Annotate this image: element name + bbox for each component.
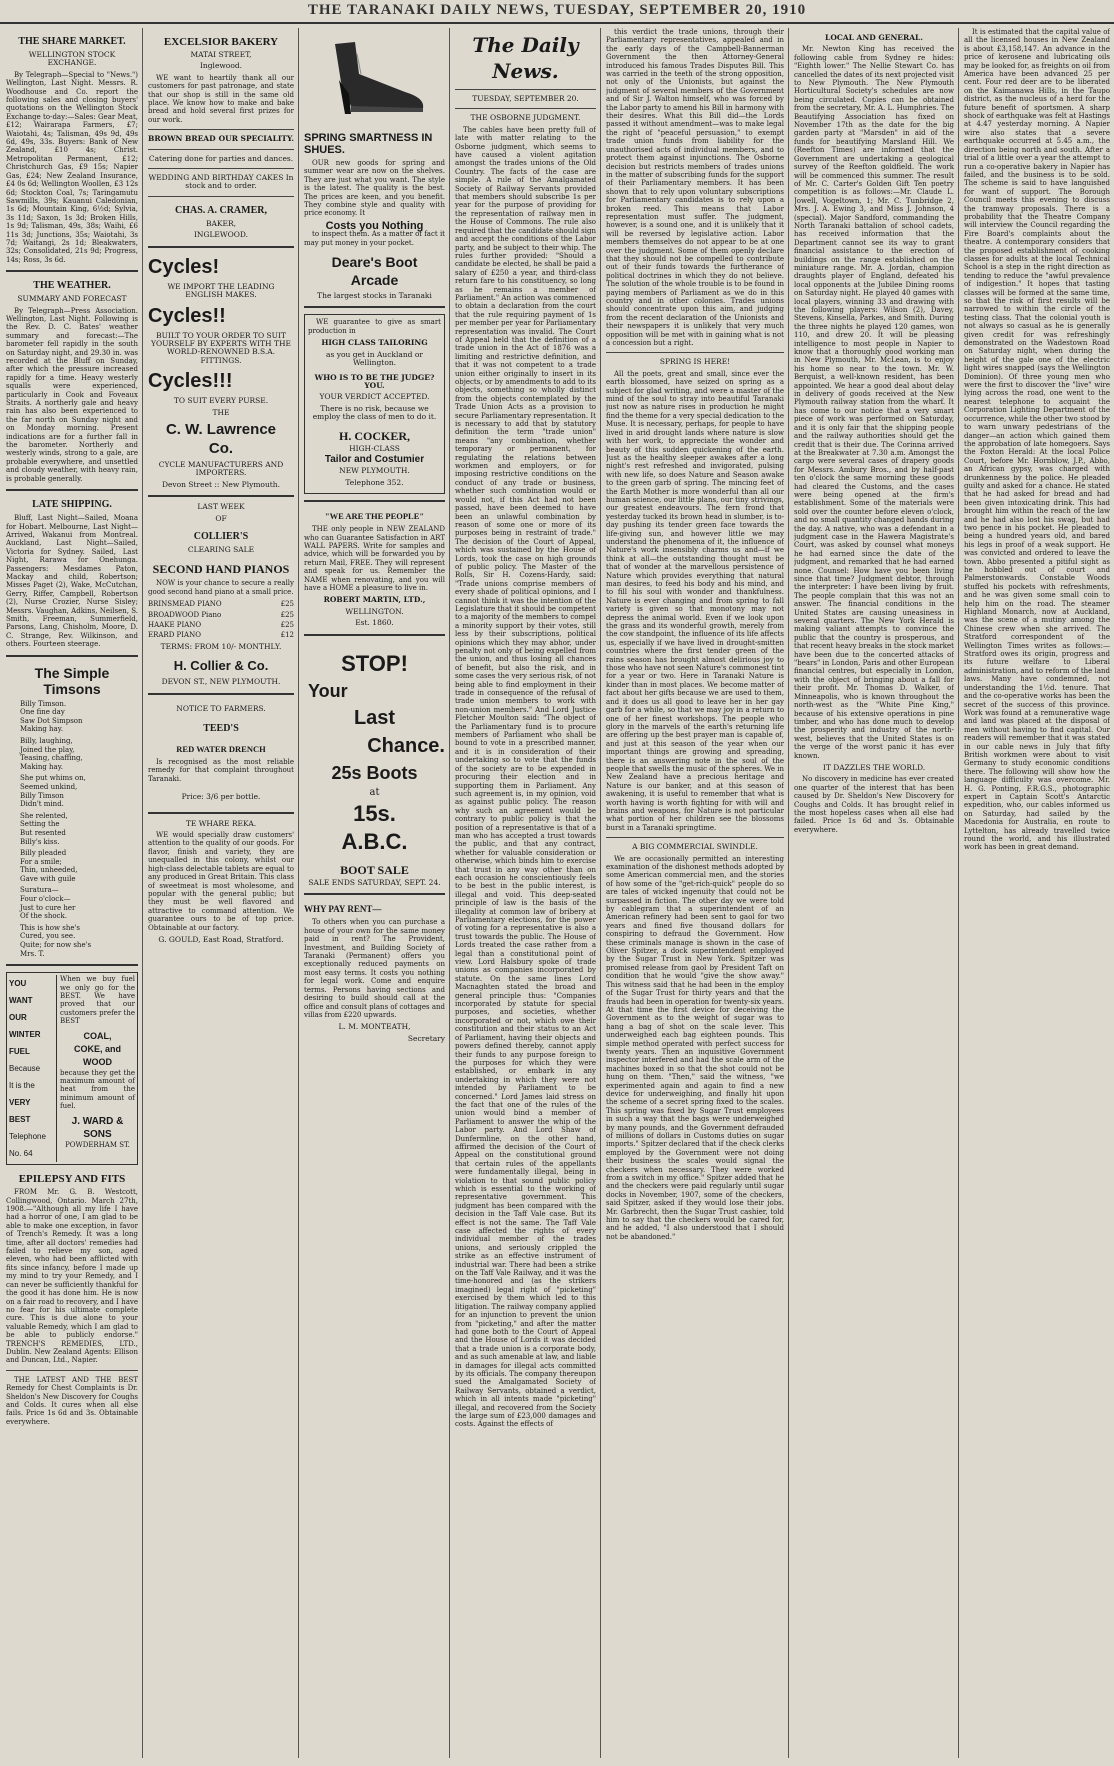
poem-stanza: Suratura— Four o'clock— Just to cure her Of the shock.: [20, 886, 76, 921]
shipping-title: LATE SHIPPING.: [32, 499, 112, 511]
people-text: THE only people in NEW ZEALAND who can Guarantee Satisfaction in ART WALL PAPERS. Write for samples and advice, which will be forwarded you by return Mail, FREE. They will represent and speak for us. Remember the NAME when renovating, and you will have a HOME a pleasure to live in.: [304, 525, 445, 592]
weather-sub: SUMMARY AND FORECAST: [17, 294, 127, 304]
deare-arcade: Arcade: [350, 272, 399, 289]
fuel-ad: [6, 972, 138, 1165]
built-text: BUILT TO YOUR ORDER TO SUIT YOURSELF BY EXPERTS WITH THE WORLD-RENOWNED B.S.A. FITTINGS.: [151, 330, 291, 365]
column-2: [148, 28, 294, 1758]
speciality: OUR SPECIALITY.: [218, 134, 294, 144]
column-6: [794, 28, 954, 1758]
martin-est: Est. 1860.: [355, 618, 394, 628]
column-4: [455, 28, 596, 1758]
shipping-text: Bluff, Last Night—Sailed, Moana for Hobart. Melbourne, Last Night—Arrived, Wakanui from Montreal. Auckland, Last Night—Sailed, Victoria for Sydney. Sailed, Last Night, Rarawa for Onehunga. Passengers: Mesdames Paton, Mackay and child, Robertson; Misses Paget (2), Wake, McCutchan, Gerry, Riffer, Campbell, Robertson (2), Nurse Crozier, Nurse Sisley; Messrs. Vaughan, Adkins, Neilsen, S. Smith, Freeman, Summerfield, Parsons, Lang, Chisholm, Moore, D. C. Strange, Rev. Wilkinson, and others. Fourteen steerage.: [6, 514, 138, 649]
martin-name: ROBERT MARTIN, LTD.,: [323, 595, 426, 605]
abc-heading: A.B.C.: [341, 829, 408, 855]
cramer-trade: BAKER,: [205, 218, 237, 228]
dazzles-title: IT DAZZLES THE WORLD.: [822, 762, 926, 772]
osborne-text: The cables have been pretty full of late with matter relating to the Osborne judgment, which seems to have caused a violent agitation amongst the trades unions of the Old Country. The facts of the case are simple. A rule of the Amalgamated Society of Railway Servants provided that members should subscribe 1s per year for the purpose of providing for the representation of railway men in the House of Commons. The rule also required that the candidate should sign and accept the conditions of the Labor party, and be subject to their whip. The rules further provided: "Should a candidate be elected, he shall be paid a salary of £250 a year, and third-class return fare to his constituency, so long as he remains a member of Parliament." An action was commenced to obtain a declaration from the court that the rule requiring payment of 1s per member per year for Parliamentary representation was invalid. The Court of Appeal held that the definition of a trade union in the Act of 1876 was a limiting and restrictive definition, and that it was not competent to a trade union either originally to insert in its objects, or by amendments to add to its objects, something so wholly distinct from the objects contemplated by the Trade Union Acts as a provision to secure Parliamentary representation. It is necessary to add that by statutory definition the term "trade union" means "any combination, whether temporary or permanent, for regulating the relations between workmen and employers, or for imposing restrictive conditions on the conduct of any trade or business, whether such combination would or would not, if this Act had not been passed, have been deemed to have been an unlawful combination by reason of some one or more of its purposes being in restraint of trade." The decision of the Court of Appeal, which was sustained by the House of Lords, took the case on high grounds of public policy. The Master of the Rolls, Sir H. Cozens-Hardy, said: "Trade unions comprise members of every shade of political opinions, and I cannot think it was the intention of the Legislature that it should be competent to a majority of the members to compel a minority support by their votes, still less by their subscriptions, political opinions which they may abhor, under penalty not only of being expelled from the union, and thus losing all chances of benefit, but also the risk, and in some cases the very serious risk, of not being able to find employment in their trade in consequence of the refusal of trade union members to work with non-union members." And Lord Justice Fletcher Moulton said: "The object of the Parliamentary fund is to procure members of Parliament who shall be bound to vote in a prescribed manner, and it is in consideration of their undertaking so to vote that the funds of the society are to be expended in procuring their election and in supporting them in Parliament. Any such agreement is, in my opinion, void as against public policy. The reason why such an agreement would be contrary to public policy is that the position of a representative is that of a man who has accepted a trust towards the public, and that any contract, whether for valuable consideration or otherwise, which binds him to exercise that trust in any way other than on each occasion he conscientiously feels to be best in the public interest, is illegal and void. This deep-seated principle of law is the basis of the illegality at common law of bribery at Parliamentary elections, for the power of voting for a representative is also a trust towards the public. The House of Lords treated the case rather from a legal than a constitutional point of view. Lord Halsbury spoke of trade unions as companies incorporated by statute. On the same lines Lord Macnaghten stated the broad and general principle thus: "Companies incorporated by statute for special purposes, and societies, whether incorporated or not, which owe their constitution and their status to an Act of Parliament, having their objects and powers defined thereby, cannot apply their funds to any purpose foreign to the purposes for which they were established, or embark in any undertaking in which they were not intended by Parliament to be concerned." Lord James laid stress on the fact that one of the rules of the union would bind a member of Parliament to answer the whip of the Labor party. And Lord Shaw of Dunfermline, on the other hand, affirmed the decision of the Court of Appeal on the constitutional ground that certain rules of the appellants were fundamentally illegal, being in violation to that sound public policy which is essential to the working of representative government. This judgment has been compared with the decision in the Taff Vale case. But its effect is not the same. The Taff Vale case affected the rights of every individual member of the trades unions, and seriously crippled the strike as an effective instrument of industrial war. There had been a strike on the Taff Vale Railway, and it was the time-honored and (as the strikers imagined) legal right of "picketing" exercised by them which led to this litigation. The railway company applied for an injunction to prevent the union from "picketing," and after the matter had gone both to the Court of Appeal and the House of Lords it was decided that a trade union is a corporate body, and as such amenable at law, and liable in damages for illegal acts committed by its officials. The company thereupon sued the Amalgamated Society of Railway Servants, obtained a verdict, which in all intents made "picketing" illegal, and recovered from the Society the large sum of £23,000 damages and costs. Against the effects of: [455, 125, 596, 1429]
shoe-illustration: [315, 34, 435, 124]
spring-here-title: SPRING IS HERE!: [659, 357, 731, 367]
rent-text: To others when you can purchase a house of your own for the same money paid in rent? The Provident, Investment, and Building Society of Taranaki (Permanent) offers you exceptionally reduced payments on most easy terms. It costs you nothing for legal work. Come and enquire terms. Persons having sections and desiring to build should call at the office and consult plans of cottages and villas from £220 upwards.: [304, 918, 445, 1019]
simple-timsons-title: The Simple Timsons: [34, 664, 110, 697]
cycles-heading-1: Cycles!: [148, 255, 220, 278]
cycles-heading-2: Cycles!!: [148, 304, 226, 327]
paper-title: The Daily News.: [472, 33, 579, 83]
deare-boot: Deare's Boot: [331, 254, 418, 271]
swindle-title: A BIG COMMERCIAL SWINDLE.: [632, 842, 758, 852]
column-1: [6, 28, 138, 1758]
osborne-title: THE OSBORNE JUDGMENT.: [470, 113, 581, 123]
piano-row: ERARD PIANO £12: [148, 631, 294, 640]
lawrence-co: Co.: [208, 439, 234, 457]
catering: Catering done for parties and dances.: [148, 153, 294, 163]
chance-heading: Chance.: [367, 734, 445, 757]
column-rule: [600, 28, 601, 1758]
bakery-town: Inglewood.: [199, 61, 243, 71]
import-text: WE IMPORT THE LEADING ENGLISH MAKES.: [167, 281, 275, 300]
epilepsy-title: EPILEPSY AND FITS: [18, 1173, 126, 1186]
lawrence-trade: CYCLE MANUFACTURERS AND IMPORTERS.: [158, 459, 284, 478]
te-whare-reka: TE WHARE REKA.: [185, 818, 257, 828]
costs-text: to inspect them. As a matter of fact it may put money in your pocket.: [304, 230, 445, 247]
colliers-2: CLEARING SALE: [187, 544, 255, 554]
share-text: By Telegraph—Special to "News.") Wellington, Last Night. Messrs. R. Woodhouse and Co. report the following sales and closing buyers' quotations on the Wellington Stock Exchange to-day:—Sales: Gear Meat, £12; Wairarapa Farmers, £7; Waiotahi, 4s; Talisman, 49s 9d, 49s 6d, 49s, 33s. Buyers: Bank of New Zealand, £10 4s; Christ. Metropolitan Permanent, £12; Christchurch Gas, £9 15s; Napier Gas, £24; New Zealand Insurance, £4 0s 6d; Wellington Woollen, £3 12s 6d; Stockton Coal, 7s; Taringamutu Sawmills, 39s; Kauanui Caledonian, 1s 6d; Mountain King, 6½d; Sylvia, 3s 11d; Saxon, 1s 3d; Broken Hills, 1s 9d; Talisman, 49s, 38s; Waihi, £6 11s 3d; Junctions, 35s; Waiotahi, 3s 7d; Waitangi, 2s 1d; Bleakwaters, 32s; Consolidated, 21s 9d; Progress, 14s; Ross, 3s 6d.: [6, 70, 138, 264]
collier-address: DEVON ST., NEW PLYMOUTH.: [161, 677, 281, 687]
local-general-text: Mr. Newton King has received the following cable from Sydney re hides: "Eighth lower." The Nellie Stewart Co. has cancelled the dates of its next projected visit to New Plymouth. The New Plymouth Horticultural Society's schedules are now being circulated. Copies can be obtained from the secretary, Mr. A. L. Humphries. The Beautifying Association has fixed on November 17th as the date for the big garden party at "Marsden" in aid of the funds for beautifying Marsland Hill. We (Reefton Times) are informed that the Government are undertaking a geological survey of the Reefton goldfield. The work will be commenced this summer. The result of Mr. C. Carter's Golden Gift Ten poetry competition is as follows:—Mr. Claude L. Jowell, Vogeltown, 1; Mr. C. Tunbridge 2, Mrs. J. A. Ewing 3, and Miss J. Johnson, 4 (special). Major Sandford, commanding the North Taranaki battalion of school cadets, has received information that the Department cannot see its way to grant financial assistance to the erection of buildings on the range established on the miniature range. Mr. A. Jordan, champion draughts player of England, defeated his local opponents at the Jubilee Dining rooms on Saturday night. He played 40 games with local players, winning 33 and drawing with the following players: Wilson (2), Davey, Stevens, Kinsella, Parkes, and Smith. During the three nights he played 120 games, won 110, and drew 20. It will be pleasing intelligence to most people in Napier to know that a thoroughly good working man in New Plymouth, Mr. McLean, is to enjoy his home so near to the town. Mr. W. Berquist, a well-known resident, has been appointed. We hear a good deal about delay in delivery of goods received at the New Plymouth railway station from the wharf. It has come to our notice that a very smart piece of work was performed on Saturday, and it is only fair that the shipping people and the railway authorities should get the credit that is their due. The Corinna arrived at the Breakwater at 7.30 a.m. Amongst the cargo were several cases of drapery goods for Messrs. Ambury Bros., and by half-past ten o'clock the same morning these goods had cleared the Customs, and the cases were being opened at the firm's establishment. Some of the materials were sold over the counter before eleven o'clock, and no small quantity changed hands during the day. A native, who was a defendant in a judgment case in the Hawera Magistrate's Court, was asked by counsel what moneys he had earned since the date of the judgment, and remarked that he had earned none. Counsel: How have you been living since that time? Judgment debtor, through the interpreter: I have been living by fruit. The people complain that this was not an answer. The financial conditions in the United States are causing uneasiness in several quarters. The New York Herald is making valiant attempts to convince the public that the country is prosperous, and that recent heavy breaks in the stock market have been due to the concerted attacks of "bears" in London, Paris and other European financial centres, but especially in London, with the object of bringing about a fall for their profit. Mr. Thomas D. Walker, of Minneapolis, who is known throughout the north-west as the "White Pine King," because of his extensive operations in pine timber, and who has done much to develop the prosperity and industry of the north-west, believes that the United States is on the verge of the worst panic it has ever known.: [794, 45, 954, 760]
stop-heading: STOP!: [341, 650, 408, 676]
poem-stanza: Billy pleaded For a smile; Thin, unheeded, Gave with guile: [20, 849, 78, 883]
epilepsy-text: FROM Mr. G. B. Westcott, Collingwood, Ontario. March 27th, 1908.—"Although all my life I have had a horror of one, I am glad to be able to make one exception, in favor of Trench's Remedy. It was a long time, after all doctors' remedies had failed to relieve my son, aged eleven, who had been afflicted with fits since infancy, before I made up my mind to try your Remedy, and I can never be sufficiently thankful for the good it has done him. He is now on a fair road to recovery, and I have no fear for his ultimate complete cure. This is due alone to your valuable Remedy, which I am glad to be able to publicly endorse." TRENCH'S REMEDIES, LTD., Dublin. New Zealand Agents: Ellison and Duncan, Ltd., Napier.: [6, 1188, 138, 1365]
price-15s: 15s.: [353, 801, 396, 827]
poem-stanza: This is how she's Cured, you see. Quite; for now she's Mrs. T.: [20, 923, 92, 958]
colliers-1: COLLIER'S: [193, 530, 249, 542]
spring-shoes-text: OUR new goods for spring and summer wear are now on the shelves. They are just what you want. The style is the latest. The quality is the best. The prices are keen, and you benefit. They combine style and quality with price economy. It: [304, 159, 445, 218]
monteath: L. M. MONTEATH,: [338, 1022, 411, 1032]
column-7: [964, 28, 1110, 1758]
dazzles-text: No discovery in medicine has ever created one quarter of the interest that has been caused by Dr. Sheldon's New Discovery for Coughs and Colds. It has brought relief in the most hopeless cases when all else had failed. Price 1s 6d and 3s. Obtainable everywhere.: [794, 775, 954, 834]
poem-stanza: Billy, laughing, Joined the play, Teasing, chaffing, Making hay.: [20, 736, 83, 771]
poem-stanza: She put whims on, Seemed unkind, Billy Timson Didn't mind.: [20, 774, 86, 809]
fuel-left: YOU WANT OUR WINTER FUEL Because It is the VERY BEST Telephone No. 64: [9, 979, 46, 1159]
weather-text: By Telegraph—Press Association. Wellington, Last Night. Following is the Rev. D. C. Bates' weather summary and forecast:—The barometer fell rapidly in the south on Saturday night, and 29.30 in. was recorded at the Bluff on Sunday, after which the pressure increased rapidly for a time. Heavy westerly squalls were experienced, particularly in Cook and Foveaux Straits. A northerly gale and heavy rain has also been experienced to the far north on Sunday night and on Monday morning. Present indications are for a further fall in the barometer. Northerly and westerly winds, strong to a gale, are probable everywhere, and unsettled and cloudy weather, with heavy rain, is probable generally.: [6, 306, 138, 483]
red-water-drench: RED WATER DRENCH: [176, 744, 266, 755]
cocker-name: H. COCKER,: [338, 428, 410, 443]
last-week-1: LAST WEEK: [197, 502, 245, 512]
terms: TERMS: FROM 10/- MONTHLY.: [160, 641, 282, 651]
bonnington-ad: THE LATEST AND THE BEST Remedy for Chest Complaints is Dr. Sheldon's New Discovery for Coughs and Colds. It cures when all else fails. Price 1s 6d and 3s. Obtainable everywhere.: [6, 1375, 138, 1426]
local-general-title: LOCAL AND GENERAL.: [825, 33, 923, 42]
brown-bread: BROWN BREAD: [148, 134, 216, 144]
column-rule: [788, 28, 789, 1758]
cocker-ad: WE guarantee to give as smart production in HIGH CLASS TAILORING as you get in Auckland or Wellington. WHO IS TO BE THE JUDGE? YOU. YOUR VERDICT ACCEPTED. There is no risk, because we employ the class of men to do it. H. COCKER, HIGH-CLASS Tailor and Costumier NEW PLYMOUTH. Telephone 352.: [304, 314, 445, 494]
teeds: TEED'S: [203, 723, 239, 735]
last-heading: Last: [353, 706, 396, 729]
te-whare-sign: G. GOULD, East Road, Stratford.: [158, 934, 284, 944]
last-week-of: OF: [215, 513, 227, 523]
collier-name: H. Collier & Co.: [173, 658, 269, 674]
piano-row: HAAKE PIANO £25: [148, 621, 294, 629]
people-title: "WE ARE THE PEOPLE": [324, 511, 425, 522]
sale-ends: SALE ENDS SATURDAY, SEPT. 24.: [308, 878, 441, 888]
column-rule: [142, 28, 143, 1758]
lawrence-the: THE: [212, 407, 230, 417]
cycles-heading-3: Cycles!!!: [148, 370, 233, 393]
boot-sale: BOOT SALE: [340, 863, 409, 878]
suit-text: TO SUIT EVERY PURSE.: [173, 396, 269, 406]
column-rule: [958, 28, 959, 1758]
cramer-name: CHAS. A. CRAMER,: [175, 204, 267, 216]
wedding-cakes: WEDDING AND BIRTHDAY CAKES In stock and to order.: [148, 173, 294, 191]
share-exchange: WELLINGTON STOCK EXCHANGE.: [28, 50, 116, 68]
column-rule: [298, 28, 299, 1758]
secretary: Secretary: [407, 1033, 445, 1043]
cramer-town: INGLEWOOD.: [193, 230, 249, 240]
lawrence-name: C. W. Lawrence: [165, 420, 277, 438]
costs-nothing: Costs you Nothing: [325, 219, 424, 232]
second-hand-pianos: SECOND HAND PIANOS: [152, 562, 290, 577]
pianos-text: NOW is your chance to secure a really good second hand piano at a small price.: [148, 579, 294, 596]
te-whare-text: WE would specially draw customers' attention to the quality of our goods. For flavor, finish and variety, they are unequalled in this colony, whilst our high-class delectable tablets are equal to any produced in Great Britain. This class of sweetmeat is most wholesome, and popular with the general public; but they must be well flavored and attractive to command attention. We guarantee ours to be of top price. Obtainable at our factory.: [148, 831, 294, 932]
column-5: [606, 28, 784, 1758]
drench-price: Price: 3/6 per bottle.: [181, 792, 261, 802]
issue-date: TUESDAY, SEPTEMBER 20.: [472, 94, 579, 103]
why-pay-rent: WHY PAY RENT—: [304, 904, 382, 915]
lawrence-address: Devon Street :: New Plymouth.: [161, 479, 281, 489]
spring-here-text: All the poets, great and small, since ever the earth blossomed, have seized on spring as a subject for glad writing, and were a master of the mind of the soul to stray into beautiful Taranaki just now as nature rises in production he might find the theme for a very special dedication to the Muse. It is necessary, perhaps, for people to have lived in arid drought lands where nature is slow with her work, to appreciate the wonder and beauty of this sudden quickening of the earth. Just as the healthy sleeper awakes after a long night's rest refreshed and invigorated, pulsing with new life, so does Nature and Season awake to the green garb of spring. The mincing feet of the Earth Mother is more wonderful than all our human science, our little plans, our tiny strivings, our greatest endeavours. The fern frond that yesterday tucked its brown head in slumber, is to-day pushing its tender green face towards the life-giving sun, and however little we may understand the phenomena of it, the influence of Nature's work insensibly charms us and—if we think at all—the outstanding thought must be that of wonder at the marvellous persistence of Nature which provides everything that natural man desires, to feed his body and his mind, and to fill his soul with wonder and thankfulness. Nature is ever changing and from spring to fall variety is given so that monotony may not depress the animal world. Even if we look upon the grass and its wonderful growth, merely from the cow standpoint, the influence of its life affects us, especially if we have lived in drought-smitten countries where the first tender green of the rains season has brought almost delirious joy to those who have not seen Nature's commonest tint for a year or two. Here in Taranaki Nature is kinder than in most places. We become matter of fact about her gifts because we are used to them, and it does us all good to leave her in her gay garb for a while, so that we may joy in a return to one of her finest workshops. The people who glory in the marvels of the earth's returning life are offering up the best prayer man is capable of, and just at this season of the year when our important things are growing and spreading, there is an answering note in the soul of the people that swells the music of the spheres. We in New Zealand have a precious heritage and Nature is our banker, and at this season of awakening, it is useful to remember that what is worth having is worth fighting for with will and brains and weapons, for Nature is not particular what portion of her children see the blossoms burst in a Taranaki springtime.: [606, 369, 784, 832]
bakery-address: MATAI STREET,: [190, 50, 252, 59]
piano-row: BRINSMEAD PIANO £25: [148, 600, 294, 609]
bakery-title: EXCELSIOR BAKERY: [163, 36, 279, 48]
swindle-text: We are occasionally permitted an interesting examination of the dishonest methods adopted by some American commercial men, and the stories of how some of the "get-rich-quick" people do so are tales of wicked ingenuity that could not be surpassed in fiction. The other day we were told by cablegram that a superintendent of an American refinery had been sent to gaol for two years and fined five thousand dollars for conspiring to defraud the Government. How these criminals manage is shown in the case of Oliver Spitzer, a dock superintendent employed by the Sugar Trust in New York. Spitzer was promised release from gaol by President Taft on condition that he would "give the show away." This witness said that he had been in the employ of the Sugar Trust for thirty years and that the frauds had been in operation for twenty-six years. At that time the first device for deceiving the Government as to the weight of sugar was to hang a bag of shot on the scale lever. This underweighed each bag eighteen pounds. This simple method operated with perfect success for twenty years. Then an inquisitive Government inspector interfered and had the scale arm of the machines boxed in so that the shot could not be hung on them. "Then," said the witness, "we experimented again and again to find a new device for underweighing, and finally hit upon the scheme of a secret spring fixed to the scales. This spring was fixed by Sugar Trust employees in such a way that the bags were underweighed by many pounds, and the Government defrauded of millions of dollars in Customs duties on sugar imports." Spitzer declared that if the check clerks employed by the Government were not doing their business the scales would signal the checkers when necessary. They were worked from a switch in my office." Spitzer added that he and the checkers were paid regularly until sugar docks in November, 1907, some of the checkers, said Spitzer, asked if they would lose their jobs. Mr. Garbrecht, then the Sugar Trust cashier, told him to say that the checkers would be cared for, and he added, "I also understood that I should not be abandoned.": [606, 854, 784, 1241]
martin-town: WELLINGTON.: [345, 606, 404, 616]
piano-row: BROADWOOD Piano £25: [148, 610, 294, 619]
at-text: at: [369, 786, 380, 798]
poem: [6, 700, 138, 959]
drench-text: Is recognised as the most reliable remedy for that complaint throughout Taranaki.: [148, 758, 294, 783]
share-market-title: THE SHARE MARKET.: [18, 36, 126, 47]
column-3: [304, 28, 445, 1758]
spring-shoes-title: SPRING SMARTNESS IN SHUES.: [304, 132, 433, 156]
weather-title: THE WEATHER.: [33, 280, 111, 292]
osborne-continued: this verdict the trade unions, through their Parliamentary representatives, appealed and in the early days of the Campbell-Bannerman Government the then Attorney-General introduced his famous Trades Disputes Bill. This was carried in the teeth of the strong opposition, not only of the Unionists, but against the judgment of several members of the Government and of Sir J. Walton himself, who was forced by the Labor party to amend his Bill in harmony with their desires. What this Bill did—the Lords passed it without amendment—was to make legal the right of "peaceful persuasion," to exempt trade union funds from liability for the unauthorised acts of individual members, and to protect them against injunctions. The Osborne decision but restricts members of trades unions in the matter of subscribing funds for the support of their Parliamentary members. It has been shown that to rely upon voluntary subscriptions for Parliamentary candidates is to rely upon a broken reed. This means that Labor representation must suffer. The judgment, however, is a sound one, and it is unlikely that it will be reversed by legislative action. Labor members themselves do not appear to be at one over the judgment. Some of them openly declare that they should not be compelled to contribute out of their funds towards the furtherance of political doctrines in which they do not believe. The solution of the whole trouble is to be found in paying members of Parliament as we do in this country and in other colonies. Trades unions should concentrate upon this aim, and judging from the recent declaration of the Unionists and their newspapers it is unlikely that very much opposition will be met with in gaining what is not a concession but a right.: [606, 28, 784, 348]
your-heading: Your: [308, 680, 348, 701]
deare-sub: The largest stocks in Taranaki: [317, 291, 432, 301]
bakery-text: WE want to heartily thank all our customers for past patronage, and state that our shop is still in the same old place. We know how to make and bake bread and hold several first prizes for our work.: [148, 73, 294, 124]
masthead: THE TARANAKI DAILY NEWS, TUESDAY, SEPTEMBER 20, 1910: [0, 0, 1114, 24]
poem-stanza: She relented, Setting the But resented Billy's kiss.: [20, 811, 68, 846]
column-7-text: It is estimated that the capital value of all the licensed houses in New Zealand is about £3,158,147. An advance in the price of kerosene and lubricating oils may be looked for, as freights on oil from America have been advanced 25 per cent. Four red deer are to be liberated on the Kaimanawa Hills, in the Taupo district, as the nucleus of a herd for the future benefit of sportsmen. A sharp shock of earthquake was felt at Hastings at 4.47 yesterday morning. A Napier wire also states that a severe earthquake occurred at 5.45 a.m., the direction being north and south. After a trial of a little over a year the attempt to run a co-operative bakery in Napier has failed, and the business is to be sold. The scheme is said to have languished for want of support. The Borough Council meets this evening to discuss the tramway proposals. There is a probability that the Theatre Company will interview the Council regarding the Fire Board's complaints about the theatre. A contemporary considers that the proposed establishment of cooking classes for adults at the local Technical School is a step in the right direction as tending to reduce the "awful prevalence of indigestion." It hopes that tasting classes will be formed at the same time, so that the risk of first results will be narrowed to within the circle of the testing class. That the colonial youth is not always so casual as he is generally given credit for was refreshingly demonstrated on the Wadestown Road on Saturday night, when during the height of the gale one of the electric light wires snapped (says the Wellington Dominion). Of three young men who were the first to discover the "live" wire lying across the road, one went to the nearest telephone to acquaint the Corporation Lighting Department of the occurrence, while the other two stood by to warn unwary pedestrians of the danger—an action which gained them the approbation of late homegoers. Says the Foxton Herald: At the local Police Court, before Mr. Hornblow, J.P., Abbo, an African gypsy, was charged with drunkenness by the police. He pleaded guilty and asked for a chance. He stated that he had asked for bread and had been given intoxicating drink. This had brought him within the reach of the law and he had also lost his swag, but had two pence in his pocket. He pleaded to being a hundred years old, and bared his legs in proof of a weak support. He was convicted and ordered to leave the town. Abbo presented a pitiful sight as he hobbled out of court and Palmerstonwards. Constable Woods stuffed his pockets with refreshments, and he was given some small coin to help him on the road. The steamer Highland Monarch, now at Auckland, was the scene of a mutiny among the Chinese crew when she arrived. The Stratford correspondent of the Wellington Times writes as follows:—Stratford owes its origin, progress and its future welfare to Liberal administration, and to reform of the land laws. Many have condemned, not understanding the 1½d. tenure. That and the co-operative works has been the secret of the success of this province. Work was found at a remunerative wage and land was placed at the disposal of men without having to find capital. Our readers will remember that it was stated in our cable news in July that fifty British workmen were about to visit Germany to study economic conditions there. The following will show how the language difficulty was overcome. Mr. H. G. Ponting, F.R.G.S., photographic expert in Captain Scott's Antarctic expedition, who, our cables informed us on Saturday, had sailed by the Macedonia for Australia, en route to Lyttelton, has already travelled twice round the world, and his illustrated work has been in great demand.: [964, 28, 1110, 852]
farmers-notice: NOTICE TO FARMERS.: [176, 703, 266, 713]
boots-heading: 25s Boots: [331, 762, 418, 783]
column-rule: [449, 28, 450, 1758]
fuel-right: When we buy fuel we only go for the BEST. We have proved that our customers prefer the BEST COAL, COKE, and WOOD because they get the maximum amount of heat from the minimum amount of fuel. J. WARD & SONS POWDERHAM ST.: [56, 975, 135, 1162]
poem-stanza: Billy Timson. One fine day Saw Dot Simpson Making hay.: [20, 699, 83, 734]
